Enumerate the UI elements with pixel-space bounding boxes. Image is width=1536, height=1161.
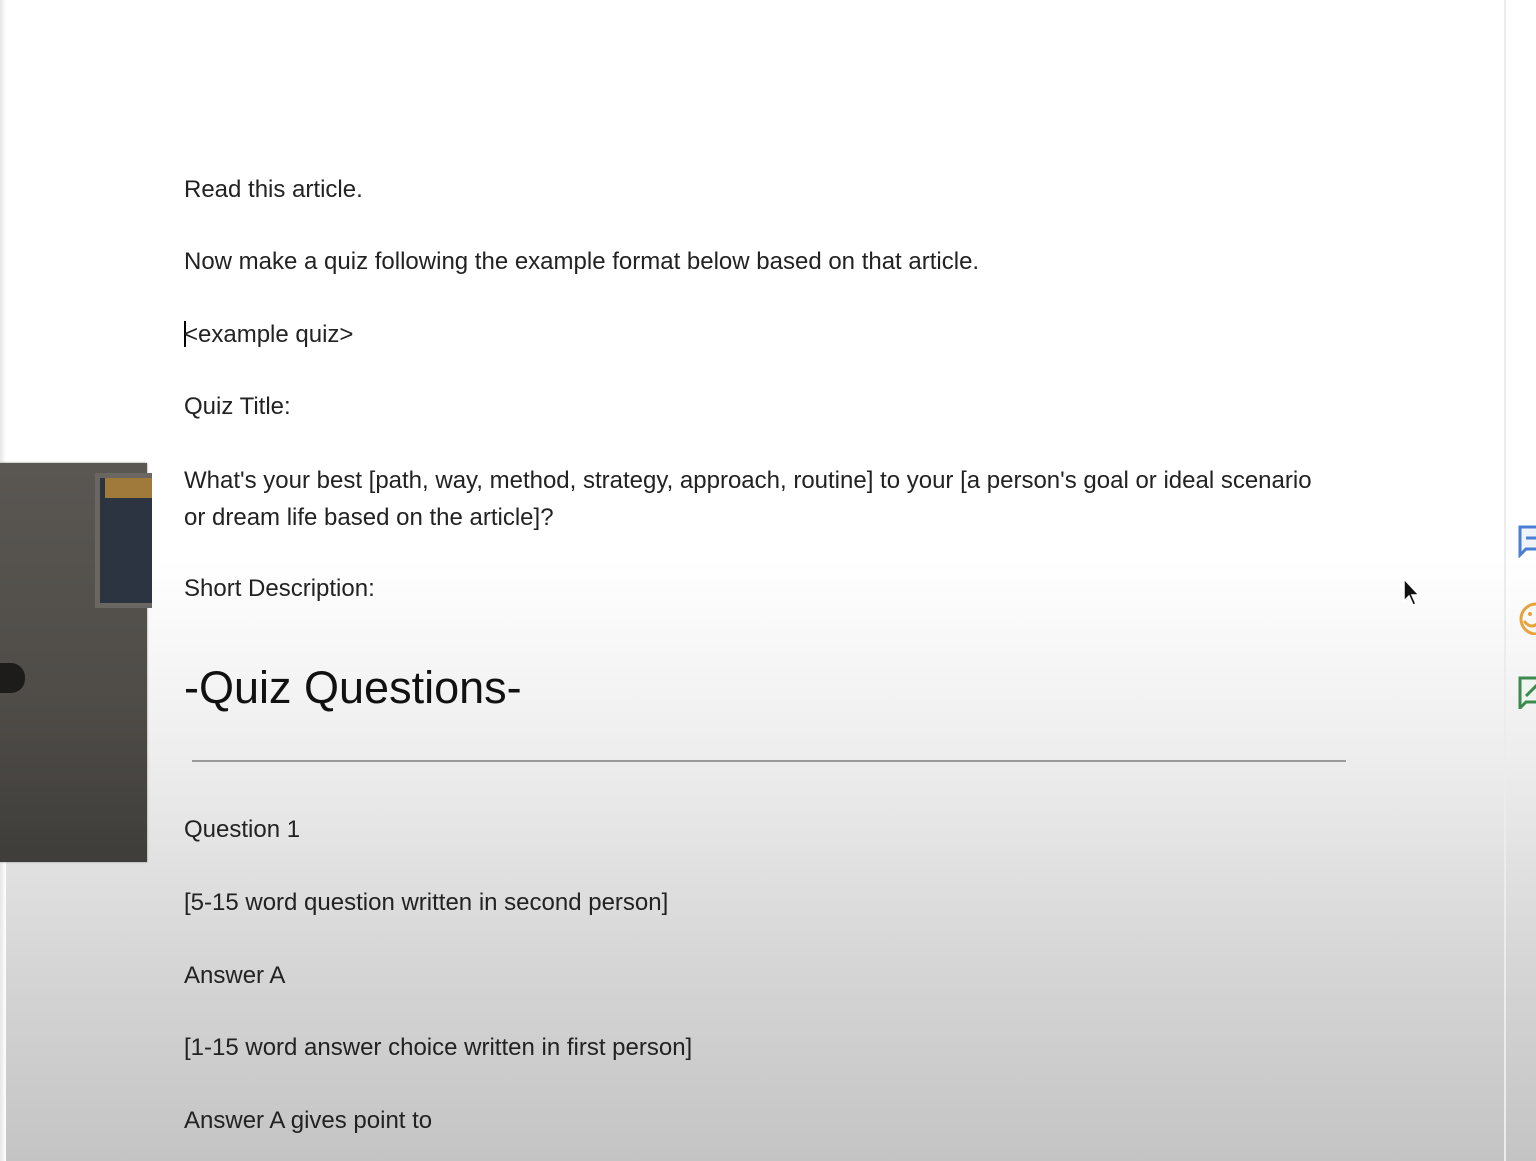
heading-quiz-questions[interactable]: -Quiz Questions- — [184, 662, 522, 713]
paragraph-answer-a-point[interactable]: Answer A gives point to — [184, 1107, 433, 1134]
paragraph-short-description[interactable]: Short Description: — [184, 575, 375, 602]
paragraph-quiz-title-template[interactable]: What's your best [path, way, method, strategy, approach, routine] to your [a person's goal or ideal scenario or dream life based on the article]? — [184, 467, 1312, 531]
paragraph-answer-template[interactable]: [1-15 word answer choice written in first person] — [184, 1034, 693, 1061]
webcam-overlay — [0, 463, 147, 862]
horizontal-rule — [192, 760, 1346, 762]
paragraph-make-quiz[interactable]: Now make a quiz following the example format below based on that article. — [184, 248, 980, 275]
emoji-reaction-icon[interactable] — [1516, 601, 1536, 635]
mouse-pointer-icon — [1402, 578, 1422, 613]
paragraph-example-quiz-text: <example quiz> — [184, 321, 354, 348]
paragraph-question-1[interactable]: Question 1 — [184, 816, 301, 843]
paragraph-example-quiz[interactable] — [184, 316, 353, 353]
suggest-edit-icon[interactable] — [1516, 675, 1536, 709]
page-right-edge — [1504, 0, 1506, 1161]
webcam-shadow — [0, 663, 25, 693]
background-picture-frame — [95, 473, 152, 608]
paragraph-quiz-title[interactable]: Quiz Title: — [184, 393, 291, 420]
add-comment-icon[interactable] — [1516, 524, 1536, 558]
paragraph-question-template[interactable]: [5-15 word question written in second person] — [184, 889, 669, 916]
paragraph-answer-a[interactable]: Answer A — [184, 962, 286, 989]
paragraph-read-article[interactable]: Read this article. — [184, 176, 363, 203]
